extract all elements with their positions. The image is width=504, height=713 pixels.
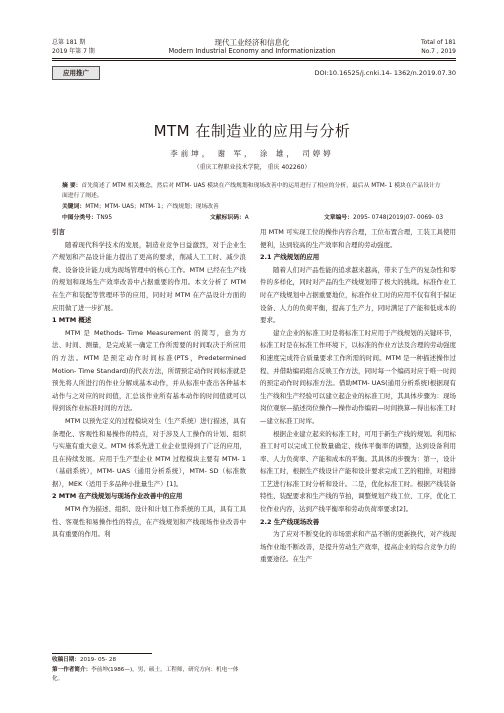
- doc-code: [210, 213, 249, 223]
- doi-link[interactable]: DOI:10.16525/j.cnki.14- 1362/n.2019.07.30: [314, 69, 456, 77]
- section-heading: 1 MTM 概述: [52, 316, 92, 325]
- abstract-label: 摘 要：: [62, 183, 82, 189]
- journal-name-cn: 现代工业经济和信息化: [214, 38, 290, 47]
- article-no: [324, 213, 443, 223]
- section-heading: 2.1 产线规划的应用: [260, 253, 320, 262]
- right-column: [260, 226, 456, 566]
- body-paragraph: 随着现代科学技术的发展，制造业竞争日益激烈，对于企业生产规划和产品设计能力提出了更高的要求，削减人工工时、减少浪费、设备设计能力成为现场管理中的核心工作。MTM 已经在生产线的规划和现场生产效率改善中占据重要的作用。本文分析了 MTM 在生产和装配等管理环节的应用，同时对 MTM 在产品设计方面的应用做了进一步扩展。: [52, 240, 246, 312]
- journal-name-en: Modern Industrial Economy and Informationization: [168, 47, 336, 55]
- paper-title: MTM 在制造业的应用与分析: [153, 122, 351, 140]
- keywords-label: 关键词：: [62, 204, 86, 210]
- body-paragraph: 建立企业的标准工时是将标准工时应用于产线规划的关键环节，标准工时是在标准工作环境下，以标准的作业方法及合理的劳动强度和速度完成符合质量要求工作所需的时间。MTM 是一种描述操作过程、并借助编码组合反映工作方法，同时每一个编码对应于唯一时间的预定动作时间标准方法。借助MTM- UAS(通用分析系统)根据现有生产线和生产经验可以建立起企业的标准工时，其具体步骤为：现场岗位观察—描述岗位操作—操作动作编码—时间换算—得出标准工时—建立标准工时库。: [260, 328, 456, 425]
- section-heading: 2.2 生产线现场改善: [260, 517, 320, 526]
- header-rule-thin: [52, 60, 456, 61]
- section-tag: 应用推广: [52, 66, 100, 80]
- body-paragraph: 用 MTM 可实现工位的操作内容合理，工位布置合理，工装工具使用便利，达到较高的生产效率和合理的劳动强度。: [260, 228, 456, 249]
- received-label: 收稿日期：: [52, 657, 80, 663]
- journal-issue-info: [52, 38, 95, 56]
- doc-code-value: A: [244, 215, 249, 221]
- abstract: [62, 181, 446, 201]
- body-paragraph: MTM 是 Methods- Time Measurement 的简写，意为方法、时间、测量，是完成某一确定工作所需要的时间取决于所应用的方法。MTM 是预定动作时间标准(PTS，Predetermined Motion- Time Standard)的代表方法，所谓预定动作时间标准就是预先将人所进行的作业分解成基本动作，并从标准中查出各种基本动作与之对应的时间值，汇总该作业所有基本动作的时间值就可以得到该作业标准时间的方法。: [52, 328, 246, 413]
- received-value: 2019- 05- 28: [79, 657, 117, 663]
- clc-value: TN95: [96, 215, 113, 221]
- abstract-text: 首先简述了 MTM 相关概念，然后对 MTM- UAS 模块在产线规划和现场改善中的运用进行了相应的分析，最后从 MTM- 1 模块在产品设计方面进行了阐述。: [62, 183, 441, 199]
- header-total-issue: 总第 181 期: [52, 39, 86, 46]
- left-column: [52, 226, 246, 541]
- keywords-text: MTM；MTM- UAS；MTM- 1；产线规划；现场改善: [85, 204, 219, 210]
- journal-name: [150, 38, 354, 56]
- body-paragraph: MTM 作为描述、组织、设计和计划工作系统的工具，具有工具性、客观性和易操作性的特点，在产线规划和产线现场作业改善中具有重要的作用。利: [52, 505, 246, 539]
- author-bio-value: 李前坤(1986—)，男，硕士，工程师，研究方向：机电一体化。: [52, 666, 239, 682]
- header-rule: [52, 58, 456, 59]
- affiliation: （重庆工程职业技术学院， 重庆 402260）: [193, 164, 311, 171]
- footnote: [52, 656, 242, 685]
- body-paragraph: 根据企业建立起来的标准工时，可用于新生产线的规划。利用标准工时可以完成工位数量确定、线体平衡率的调整，达到设备利用率、人力负荷率、产能和成本的平衡。其具体的步骤为：第一，设计标准工时，根据生产线设计产能和设计要求完成工艺的粗排，对粗排工艺进行标准工时分析和设计。二是，优化标准工时。根据产线装备特性、装配要求和生产线的节拍，调整规划产线工位、工序，优化工位作业内容，达到产线平衡率和劳动负荷率要求[2]。: [260, 429, 456, 514]
- body-paragraph: 为了应对不断变化的市场需求和产品不断的更新换代，对产线现场作业地不断改善，是提升劳动生产效率，提高企业的综合竞争力的重要途径。在生产: [260, 530, 456, 564]
- header-no-en: No.7 , 2019: [421, 48, 456, 55]
- header-year-issue: 2019 年第 7 期: [52, 48, 95, 55]
- section-heading: 2 MTM 在产线规划与现场作业改善中的应用: [52, 492, 183, 501]
- section-heading: 引言: [52, 228, 65, 236]
- body-paragraph: MTM 以预先定义的过程模块对生（生产系统）进行描述，具有条理化、客观性和易操作的特点，对于涉及人工操作的计划、组织与实施有重大意义。MTM 体系先进工业企业里得到了广泛的应用，且在持续发展。应用于生产型企业 MTM 过程模块主要有 MTM- 1（基础系统），MTM- UAS（通用分析系统），MTM- SD（标准数据），MEK（适用于多品种小批量生产）[1]。: [52, 416, 246, 488]
- keywords: [62, 202, 446, 212]
- author-bio: [52, 666, 242, 685]
- clc: [62, 213, 112, 223]
- received-date: [52, 656, 242, 666]
- doc-code-label: 文献标识码：: [210, 215, 245, 221]
- footnote-rule: [52, 653, 152, 654]
- article-no-value: 2095- 0748(2019)07- 0069- 03: [353, 215, 444, 221]
- author-bio-label: 第一作者简介：: [52, 666, 92, 673]
- body-paragraph: 随着人们对产品性能的追求越来越高，带来了生产的复杂性和零件的多样化，同时对产品的生产线规划带了极大的挑战。标准作业工时在产线规划中占据重要地位，标准作业工时的应用不仅有利于保证设备、人力的负荷平衡，提高了生产力，同时满足了产能和低成本的要求。: [260, 265, 456, 325]
- clc-label: 中图分类号：: [62, 215, 97, 221]
- journal-issue-info-en: [421, 38, 456, 56]
- author-list: 李前坤， 谢 军， 涂 雄， 司婷婷: [170, 149, 334, 158]
- article-no-label: 文章编号：: [324, 215, 353, 221]
- header-total-en: Total of 181: [420, 39, 456, 46]
